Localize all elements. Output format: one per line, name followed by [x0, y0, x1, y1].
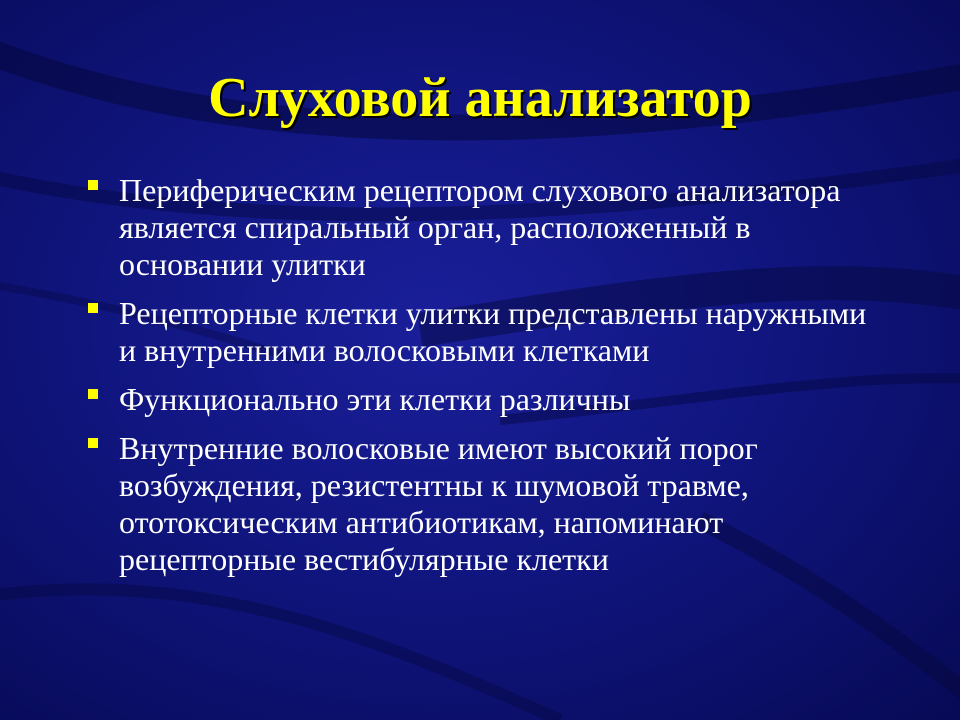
bullet-item — [88, 295, 888, 369]
bullet-square-icon — [88, 180, 98, 190]
bullet-item — [88, 381, 888, 418]
bullet-text: Периферическим рецептором слухового анализатора является спиральный орган, расположенный в основании улитки — [119, 172, 841, 282]
bullet-text: Функционально эти клетки различны — [119, 381, 631, 417]
bullet-list — [88, 172, 888, 590]
bullet-square-icon — [88, 389, 98, 399]
bullet-square-icon — [88, 438, 98, 448]
bullet-item — [88, 172, 888, 283]
bullet-text: Рецепторные клетки улитки представлены наружными и внутренними волосковыми клетками — [119, 295, 867, 368]
bullet-square-icon — [88, 303, 98, 313]
bullet-item — [88, 430, 888, 578]
slide-title: Слуховой анализатор — [208, 67, 752, 129]
bullet-text: Внутренние волосковые имеют высокий порог возбуждения, резистентны к шумовой травме, ототоксическим антибиотикам, напоминают рецепторные вестибулярные клетки — [119, 430, 758, 577]
